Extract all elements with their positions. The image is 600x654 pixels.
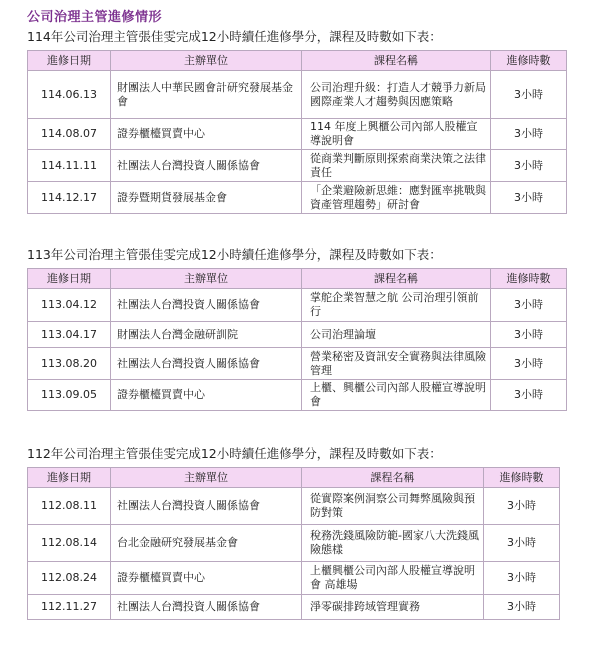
cell-date: 112.08.24 xyxy=(28,562,111,595)
course-table xyxy=(27,467,560,620)
header-course: 課程名稱 xyxy=(302,51,491,71)
cell-hours: 3小時 xyxy=(491,348,567,380)
training-section-112 xyxy=(27,445,560,620)
header-org: 主辦單位 xyxy=(111,51,302,71)
cell-org: 證券暨期貨發展基金會 xyxy=(111,182,302,214)
cell-org: 社團法人台灣投資人關係協會 xyxy=(111,348,302,380)
header-date: 進修日期 xyxy=(28,51,111,71)
header-org: 主辦單位 xyxy=(111,269,302,289)
cell-course: 稅務洗錢風險防範-國家八大洗錢風險態樣 xyxy=(302,525,484,562)
header-hours: 進修時數 xyxy=(484,468,560,488)
cell-course: 營業秘密及資訊安全實務與法律風險管理 xyxy=(302,348,491,380)
cell-org: 證券櫃檯買賣中心 xyxy=(111,380,302,411)
table-row xyxy=(28,119,567,150)
table-row xyxy=(28,595,560,620)
cell-org: 證券櫃檯買賣中心 xyxy=(111,119,302,150)
cell-hours: 3小時 xyxy=(491,380,567,411)
cell-hours: 3小時 xyxy=(491,289,567,322)
cell-org: 財團法人台灣金融研訓院 xyxy=(111,322,302,348)
cell-date: 114.08.07 xyxy=(28,119,111,150)
table-row xyxy=(28,150,567,182)
section-heading: 112年公司治理主管張佳雯完成12小時續任進修學分，課程及時數如下表： xyxy=(27,446,442,461)
cell-date: 112.11.27 xyxy=(28,595,111,620)
cell-hours: 3小時 xyxy=(491,322,567,348)
table-row xyxy=(28,71,567,119)
cell-org: 台北金融研究發展基金會 xyxy=(111,525,302,562)
table-row xyxy=(28,182,567,214)
cell-course: 淨零碳排跨域管理實務 xyxy=(302,595,484,620)
cell-course: 114 年度上興櫃公司內部人股權宣導說明會 xyxy=(302,119,491,150)
cell-org: 財團法人中華民國會計研究發展基金會 xyxy=(111,71,302,119)
cell-hours: 3小時 xyxy=(484,595,560,620)
table-header-row xyxy=(28,51,567,71)
cell-hours: 3小時 xyxy=(491,119,567,150)
table-row xyxy=(28,488,560,525)
cell-date: 113.04.17 xyxy=(28,322,111,348)
table-row xyxy=(28,322,567,348)
header-hours: 進修時數 xyxy=(491,51,567,71)
cell-org: 證券櫃檯買賣中心 xyxy=(111,562,302,595)
header-course: 課程名稱 xyxy=(302,269,491,289)
cell-org: 社團法人台灣投資人關係協會 xyxy=(111,595,302,620)
course-table xyxy=(27,268,567,411)
table-row xyxy=(28,380,567,411)
cell-course: 從商業判斷原則探索商業決策之法律責任 xyxy=(302,150,491,182)
section-heading: 113年公司治理主管張佳雯完成12小時續任進修學分，課程及時數如下表： xyxy=(27,247,442,262)
cell-hours: 3小時 xyxy=(484,525,560,562)
cell-date: 113.08.20 xyxy=(28,348,111,380)
header-hours: 進修時數 xyxy=(491,269,567,289)
cell-date: 113.04.12 xyxy=(28,289,111,322)
cell-hours: 3小時 xyxy=(491,71,567,119)
header-org: 主辦單位 xyxy=(111,468,302,488)
cell-date: 112.08.11 xyxy=(28,488,111,525)
cell-course: 公司治理升級：打造人才競爭力新局 國際產業人才趨勢與因應策略 xyxy=(302,71,491,119)
cell-date: 114.12.17 xyxy=(28,182,111,214)
cell-course: 公司治理論壇 xyxy=(302,322,491,348)
cell-course: 上櫃、興櫃公司內部人股權宣導說明會 xyxy=(302,380,491,411)
cell-course: 上櫃興櫃公司內部人股權宣導說明會 高雄場 xyxy=(302,562,484,595)
cell-hours: 3小時 xyxy=(491,182,567,214)
cell-org: 社團法人台灣投資人關係協會 xyxy=(111,488,302,525)
table-row xyxy=(28,348,567,380)
page-title: 公司治理主管進修情形 xyxy=(27,10,163,25)
cell-org: 社團法人台灣投資人關係協會 xyxy=(111,289,302,322)
cell-date: 114.06.13 xyxy=(28,71,111,119)
cell-org: 社團法人台灣投資人關係協會 xyxy=(111,150,302,182)
cell-hours: 3小時 xyxy=(484,488,560,525)
cell-date: 113.09.05 xyxy=(28,380,111,411)
table-row xyxy=(28,289,567,322)
cell-course: 「企業避險新思維：應對匯率挑戰與資產管理趨勢」研討會 xyxy=(302,182,491,214)
header-course: 課程名稱 xyxy=(302,468,484,488)
cell-date: 112.08.14 xyxy=(28,525,111,562)
table-header-row xyxy=(28,468,560,488)
cell-course: 從實際案例洞察公司舞弊風險與預防對策 xyxy=(302,488,484,525)
course-table xyxy=(27,50,567,214)
cell-date: 114.11.11 xyxy=(28,150,111,182)
table-row xyxy=(28,525,560,562)
cell-course: 掌舵企業智慧之航 公司治理引領前行 xyxy=(302,289,491,322)
training-section-113 xyxy=(27,246,567,411)
cell-hours: 3小時 xyxy=(491,150,567,182)
header-date: 進修日期 xyxy=(28,269,111,289)
table-row xyxy=(28,562,560,595)
training-section-114 xyxy=(27,28,567,214)
section-heading: 114年公司治理主管張佳雯完成12小時續任進修學分，課程及時數如下表： xyxy=(27,29,442,44)
header-date: 進修日期 xyxy=(28,468,111,488)
cell-hours: 3小時 xyxy=(484,562,560,595)
table-header-row xyxy=(28,269,567,289)
